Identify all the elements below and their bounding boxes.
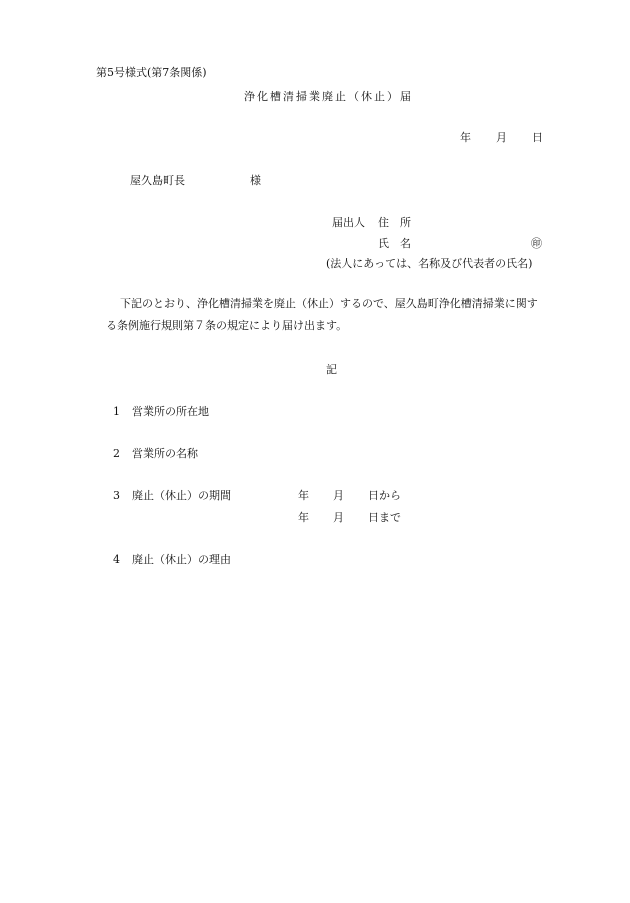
period-to-year: 年	[298, 511, 309, 524]
period-from-day: 日から	[368, 489, 401, 502]
applicant-address-label: 住 所	[378, 216, 411, 229]
item-number: 3	[113, 489, 120, 502]
item-number: 1	[113, 405, 120, 418]
date-year: 年	[460, 131, 471, 144]
applicant-note: (法人にあっては、名称及び代表者の氏名)	[326, 257, 533, 270]
period-to-day: 日まで	[368, 511, 401, 524]
applicant-name-label: 氏 名	[378, 237, 411, 250]
addressee-honorific: 様	[250, 174, 261, 187]
period-from-year: 年	[298, 489, 309, 502]
document-title: 浄化槽清掃業廃止（休止）届	[244, 90, 413, 103]
form-number: 第5号様式(第7条関係)	[96, 66, 207, 79]
item-label: 営業所の名称	[132, 447, 198, 460]
item-label: 廃止（休止）の期間	[132, 489, 231, 502]
body-line-2: る条例施行規則第７条の規定により届け出ます。	[106, 319, 348, 332]
applicant-label: 届出人	[332, 216, 365, 229]
item-label: 営業所の所在地	[132, 405, 209, 418]
addressee-name: 屋久島町長	[130, 174, 185, 187]
body-line-1: 下記のとおり、浄化槽清掃業を廃止（休止）するので、屋久島町浄化槽清掃業に関す	[120, 297, 538, 310]
seal-mark: ㊞	[531, 237, 542, 250]
item-label: 廃止（休止）の理由	[132, 553, 231, 566]
item-number: 4	[113, 553, 120, 566]
date-day: 日	[532, 131, 543, 144]
item-number: 2	[113, 447, 120, 460]
date-month: 月	[496, 131, 507, 144]
ki-heading: 記	[326, 363, 337, 376]
period-from-month: 月	[333, 489, 344, 502]
period-to-month: 月	[333, 511, 344, 524]
